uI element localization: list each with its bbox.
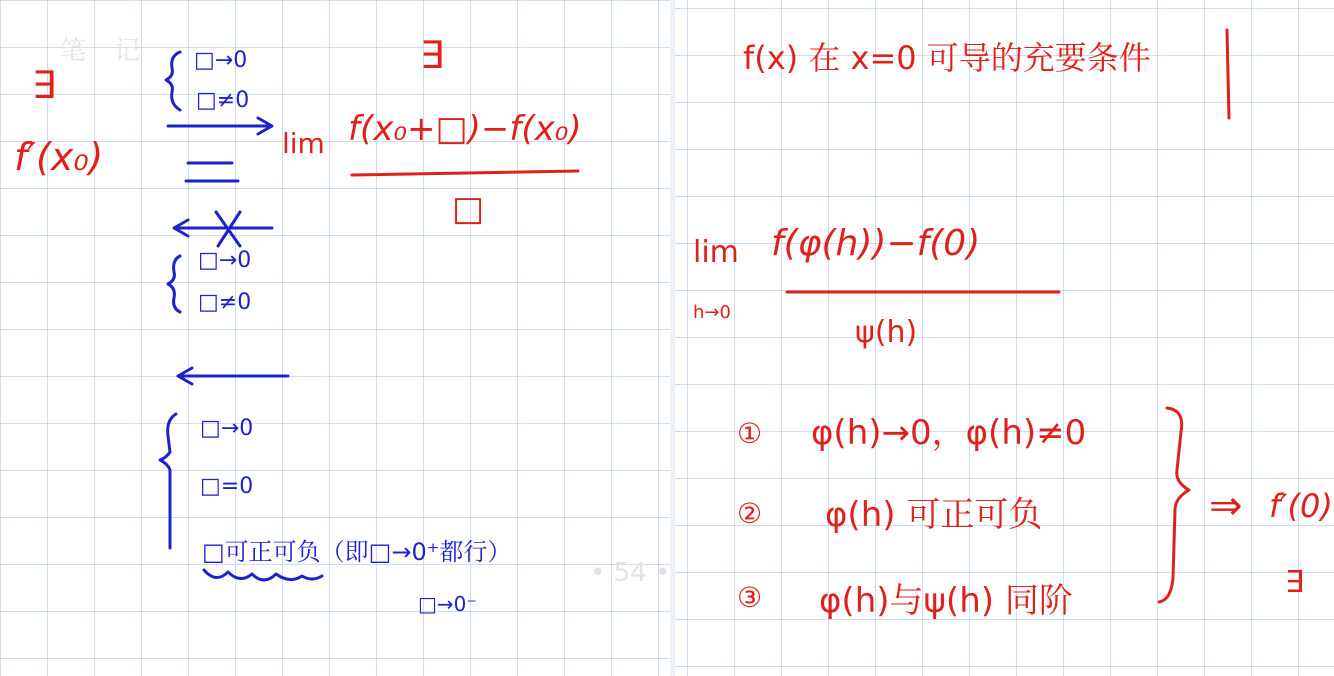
- condition-b-line2: □≠0: [198, 290, 252, 315]
- condition-c-line3: □可正可负（即□→0⁺都行）: [202, 538, 512, 566]
- right-limit-denominator: ψ(h): [855, 315, 918, 350]
- brace-a: [166, 52, 180, 110]
- condition-a-line1: □→0: [194, 48, 248, 73]
- condition-2-number: ②: [737, 497, 763, 530]
- result-exists-symbol: ∃: [1285, 565, 1304, 600]
- right-limit-word: lim: [693, 235, 739, 270]
- fraction-bar-left: [352, 171, 578, 175]
- condition-a-line2: □≠0: [196, 88, 250, 113]
- limit-word: lim: [282, 127, 325, 160]
- arrow-right-top: [168, 118, 272, 134]
- right-ink-strokes: [675, 0, 1334, 676]
- result-derivative: f′(0): [1269, 487, 1333, 525]
- wavy-underline: [204, 570, 322, 580]
- condition-c-line4: □→0⁻: [418, 592, 477, 616]
- condition-3-number: ③: [737, 581, 763, 614]
- exists-symbol-top: ∃: [420, 33, 445, 77]
- right-heading: f(x) 在 x=0 可导的充要条件: [743, 39, 1151, 77]
- implies-arrow: ⇒: [1209, 483, 1243, 529]
- right-limit-numerator: f(φ(h))−f(0): [771, 223, 981, 264]
- equals-sign: [186, 163, 238, 181]
- condition-c-line1: □→0: [200, 416, 254, 441]
- brace-b: [168, 256, 180, 312]
- limit-numerator: f(x₀+□)−f(x₀): [348, 109, 582, 149]
- exists-symbol-left: ∃: [32, 63, 57, 107]
- condition-1-number: ①: [737, 417, 763, 450]
- faint-header-text: 笔 记: [60, 36, 151, 66]
- limit-denominator: □: [452, 189, 485, 229]
- condition-1-text: φ(h)→0，φ(h)≠0: [811, 413, 1087, 453]
- condition-3-text: φ(h)与ψ(h) 同阶: [819, 581, 1073, 621]
- condition-2-text: φ(h) 可正可负: [825, 495, 1043, 535]
- right-note-page: [675, 0, 1334, 676]
- right-brace: [1159, 408, 1189, 602]
- page-number: • 54 •: [590, 558, 670, 588]
- heading-tail-stroke: [1227, 30, 1229, 118]
- condition-c-line2: □=0: [200, 474, 254, 499]
- condition-b-line1: □→0: [198, 248, 252, 273]
- brace-c: [160, 414, 176, 548]
- arrow-left-mid: [178, 368, 288, 384]
- derivative-label: f′(x₀): [14, 135, 104, 179]
- right-limit-subscript: h→0: [693, 302, 731, 323]
